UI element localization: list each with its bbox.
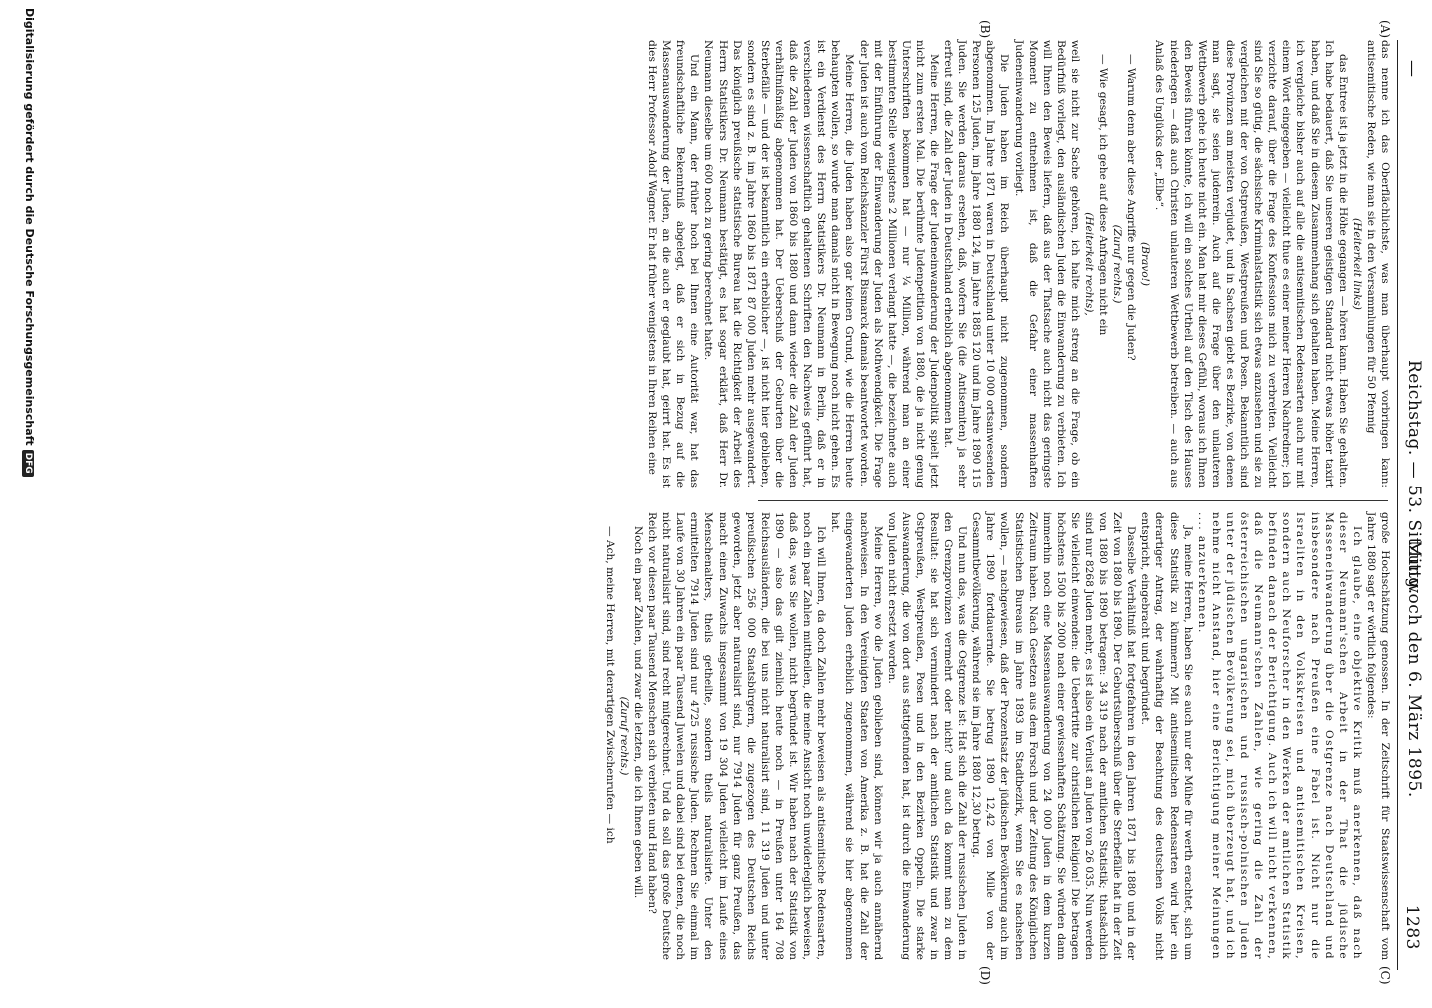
right-column-paragraph: Dasselbe Verhältniß hat fortgefahren in den Jahren 1871 bis 1880 und in der Zeit von 1880 bis 1890. Der Geburtsüberschuß über die Sterbefälle hat in der Zeit von 1880 bis 1890 betragen: 34 319 nach der amtlichen Statistik; thatsächlich sind nur 8268 Juden mehr, es ist also ein Verlust an Juden von 26 035. Nun werden Sie vielleicht einwenden: die Uebertritte zur christlichen Religion! Die betragen höchstens 1500 bis 2000 nach einer gewissenhaften Schätzung. Sie würden dann immerhin noch eine Massenauswanderung von 24 000 Juden in dem kurzen Zeitraum haben. Nach Gesetzen aus dem Forsch und der Zeitung des Königlichen Statistischen Bureaus im Jahre 1893 im Stadtbezirk, wenn Sie es nachsehen wollen, — nachgewiesen, daß der Prozentsatz der jüdischen Bevölkerung auch im Jahre 1890 fortdauernde. Sie betrug 1890 12,42 von Mille von der Gesammtbevölkerung, während sie im Jahre 1880 12,30 betrug. <box>970 512 1138 960</box>
right-column-paragraph: Und nun das, was die Ostgrenze ist: Hat sich die Zahl der russischen Juden in den Grenzprovinzen vermehrt oder nicht? und auch da kommt man zu dem Resultat: sie hat sich vermindert nach der amtlichen Statistik und zwar in Ostpreußen, Westpreußen, Posen und in den Bezirken Oppeln. Die starke Auswanderung, die von dort aus stattgefunden hat, ist durch die Einwanderung von Juden nicht ersetzt worden. <box>885 512 969 960</box>
page-header <box>1400 60 1430 950</box>
header-date: Mittwoch den 6. März 1895. <box>1404 540 1424 798</box>
right-column-paragraph: Noch ein paar Zahlen, und zwar die letzten, die ich Ihnen geben will. <box>632 526 645 899</box>
left-column-paragraph: (Zuruf rechts.) <box>1111 224 1124 304</box>
left-column-paragraph: — Wie gesagt, ich gehe auf diese Anfragen nicht ein <box>1097 54 1110 336</box>
digitization-credit <box>18 0 36 1008</box>
dfg-logo: DFG <box>22 450 34 477</box>
right-column-paragraph: (Zuruf rechts.) <box>617 696 630 776</box>
header-title: Reichstag. — 53. Sitzung. <box>1404 360 1424 595</box>
margin-marker-c: (C) <box>1378 966 1392 985</box>
right-column <box>603 512 1392 960</box>
column-divider <box>758 500 1388 501</box>
right-column-paragraph: Ja, meine Herren, haben Sie es auch nur der Mühe für werth erachtet, sich um diese Statistik zu kümmern? Mit antisemitischen Redensarten wird hier ein derartiger Antrag, der wahrhaftig der Beachtung des deutschen Volks nicht entspricht, eingebracht und begründet. <box>1139 512 1194 960</box>
right-column-paragraph: Ich will Ihnen, da doch Zahlen mehr beweisen als antisemitische Redensarten, noch ein paar Zahlen mittheilen, die meine Ansicht noch unwiderleglich beweisen, daß das, was Sie wollen, nicht begründet ist. Wir haben nach der Statistik von 1890 — also das gilt ziemlich heute noch — in Preußen unter 164 708 Reichsausländern, die bei uns nicht naturalisirt sind, 11 319 Juden und unter preußischen 256 000 Staatsbürgern, die zugezogen des Deutschen Reichs geworden, jetzt aber naturalisirt sind, nur 7914 Juden für ganz Preußen, das macht einen Zuwachs insgesammt von 19 304 Juden vielleicht im Laufe eines Menschenalters, theils getheilte, sondern theils naturalisirte. Unter den ermittelten 7914 Juden sind nur 4725 russische Juden. Rechnen Sie einmal im Laufe von 30 Jahren ein paar Tausend Juwelen und dabei sind bei denen, die noch nicht naturalisirt sind, sind recht mitgerechnet. Und da soll das große Deutsche Reich vor diesen paar Tausend Menschen sich verbieten und Hand haben? <box>646 512 828 960</box>
right-column-paragraph: Meine Herren, wo die Juden geblieben sind, können wir ja auch annähernd nachweisen. In den Vereinigten Staaten von Amerika z. B. hat die Zahl der eingewanderten Juden erheblich zugenommen, während sie hier abgenommen hat. <box>829 512 884 960</box>
left-column-paragraph: Meine Herren, die Frage der Judeneinwanderung der Judenpolitik spielt jetzt nicht zum ersten Mal. Die berühmte Judenpetition von 1880, die ja nicht genug Unterschriften bekommen hat — nur ¼ Million, während man an einer bestimmten Stelle wenigstens 2 Millionen verlangt hatte —, die bezeichnete auch mit der Einführung der Einwanderung der Juden als Nothwendigkeit. Die Frage der Juden ist auch vom Reichskanzler Fürst Bismarck damals beantwortet worden. <box>857 40 940 488</box>
header-left-dash: — <box>1402 60 1422 78</box>
margin-marker-d: (D) <box>978 966 992 985</box>
left-column <box>646 40 1392 488</box>
left-column-paragraph: weil sie nicht zur Sache gehören, ich halte mich streng an die Frage, ob ein Bedürfniß vorliegt, den ausländischen Juden die Einwanderung zu verbieten. Ich will Ihnen den Beweis liefern, daß aus der Thatsache auch nicht das geringste Moment zu entnehmen ist, daß die Gefahr einer massenhaften Judeneinwanderung vorliegt. <box>1012 40 1081 488</box>
header-rule <box>1397 40 1398 970</box>
left-column-paragraph: Und ein Mann, der früher hoch bei Ihnen eine Autorität war, hat das freundschaftliche Bekenntniß abgelegt, daß er sich in Bezug auf die Massenauswanderung der Juden, an die auch er geglaubt hat, geirrt hat. Es ist dies Herr Professor Adolf Wagner. Er hat früher wenigstens in Ihren Reihen eine <box>646 40 701 488</box>
credit-text: Digitalisierung gefördert durch die Deutsche Forschungsgemeinschaft <box>23 8 36 446</box>
right-column-paragraph: große Hochschätzung genossen. In der Zeitschrift für Staatswissenschaft vom Jahre 1880 sagt er wörtlich folgendes: <box>1364 512 1391 960</box>
margin-marker-b: (B) <box>978 20 992 39</box>
left-column-paragraph: das nenne ich das Oberflächlichste, was man überhaupt vorbringen kann: antisemitische Reden, wie man sie in den Versammlungen für 50 Pfennig <box>1364 40 1391 488</box>
right-column-paragraph: — Ach, meine Herren, mit derartigen Zwischenrufen — ich <box>603 526 616 844</box>
left-column-paragraph: (Bravo!) <box>1139 241 1152 287</box>
left-column-paragraph: (Heiterkeit links) <box>1350 218 1363 310</box>
left-column-paragraph: Meine Herren, die Juden haben also gar keinen Grund, wie die Herren heute behaupten wollen, so wurde man damals nicht in Bewegung noch nicht gehen. Es ist ein Verdienst des Herrn Statistikers Dr. Neumann in Berlin, daß er in verschiedenen wissenschaftlich gehaltenen Schriften den Nachweis geführt hat, daß die Zahl der Juden von 1860 bis 1880 und dann wieder die Zahl der Juden verhältnißmäßig abgenommen hat. Der Ueberschuß der Geburten über die Sterbefälle — und der ist bekanntlich ein erheblicher —, ist nicht hier geblieben, sondern es sind z. B. im Jahre 1860 bis 1871 87 000 Juden mehr ausgewandert. Das königlich preußische statistische Bureau hat die Richtigkeit der Arbeit des Herrn Statistikers Dr. Neumann bestätigt, es hat sogar erklärt, daß Herr Dr. Neumann dieselbe um 600 noch zu gering berechnet hatte. <box>702 40 856 488</box>
left-column-paragraph: — Warum denn aber diese Angriffe nur gegen die Juden? <box>1125 54 1138 361</box>
left-column-paragraph: das Entree ist ja jetzt in die Höhe gegangen — hören kann. Haben Sie gehalten. Ich habe bedauert, daß Sie unseren geistigen Standard nicht etwas höher taxirt haben, und daß Sie in diesem Zusammenhang sich gehalten haben. Meine Herren, ich vergleiche bisher auch auf alle die antisemitischen Redensarten auch nur mit einem Wort eingegeben — vielleicht thue es einer meiner Herren Nachredner; ich verzichte darauf, über die Frage des Konfessions mich zu verbreiten. Vielleicht sind Sie so gütig, die sächsische Kriminalstatistik sich etwas anzusehen und sie zu vergleichen mit der von Ostpreußen, Westpreußen und Posen. Bekanntlich sind diese Provinzen am meisten verjudet, und in Sachsen giebt es Bezirke, von denen man sagt, sie seien judenrein. Auch auf die Frage über den unlauteren Wettbewerb gehe ich heute nicht ein. Man hat mir dieses Gefühl, woraus ich Ihnen den Beweis führen könnte, ich will ein solches Urtheil auf den Tisch des Hauses niederlegen — daß auch Christen unlauteren Wettbewerb betreiben. — auch aus Anlaß des Unglücks der „Elbe“. <box>1153 40 1349 488</box>
right-column-paragraph: Ich glaube, eine objektive Kritik muß anerkennen, daß nach dieser Neumann'schen Arbeit in der That die jüdische Masseneinwanderung über die Ostgrenze nach Deutschland und insbesondere nach Preußen eine Fabel ist. Nicht nur die Israeliten in den Volkskreisen und antisemitischen Kreisen, sondern auch Neuforscher in den Werken der amtlichen Statistik befinden danach der Berichtigung. Auch ich will nicht verkennen, daß die Neumann'schen Zahlen, wie gering die Zahl der österreichischen ungarischen und russisch-polnischen Juden unter der jüdischen Bevölkerung sei, mich überzeugt hat, und ich nehme nicht Anstand, hier eine Berichtigung meiner Meinungen .... anzuerkennen. <box>1195 512 1363 960</box>
margin-marker-a: (A) <box>1378 20 1392 39</box>
page-number: 1283 <box>1402 904 1422 950</box>
left-column-paragraph: (Heiterkeit rechts), <box>1083 212 1096 316</box>
left-column-paragraph: Die Juden haben im Reich überhaupt nicht zugenommen, sondern abgenommen. Im Jahre 1871 waren in Deutschland unter 10 000 ortsanwesenden Personen 125 Juden, im Jahre 1880 124, im Jahre 1885 120 und im Jahre 1890 115 Juden. Sie werden daraus ersehen, daß, wofern Sie (die Antisemiten) ja sehr erfreut sind, die Zahl der Juden in Deutschland erheblich abgenommen hat. <box>942 40 1011 488</box>
